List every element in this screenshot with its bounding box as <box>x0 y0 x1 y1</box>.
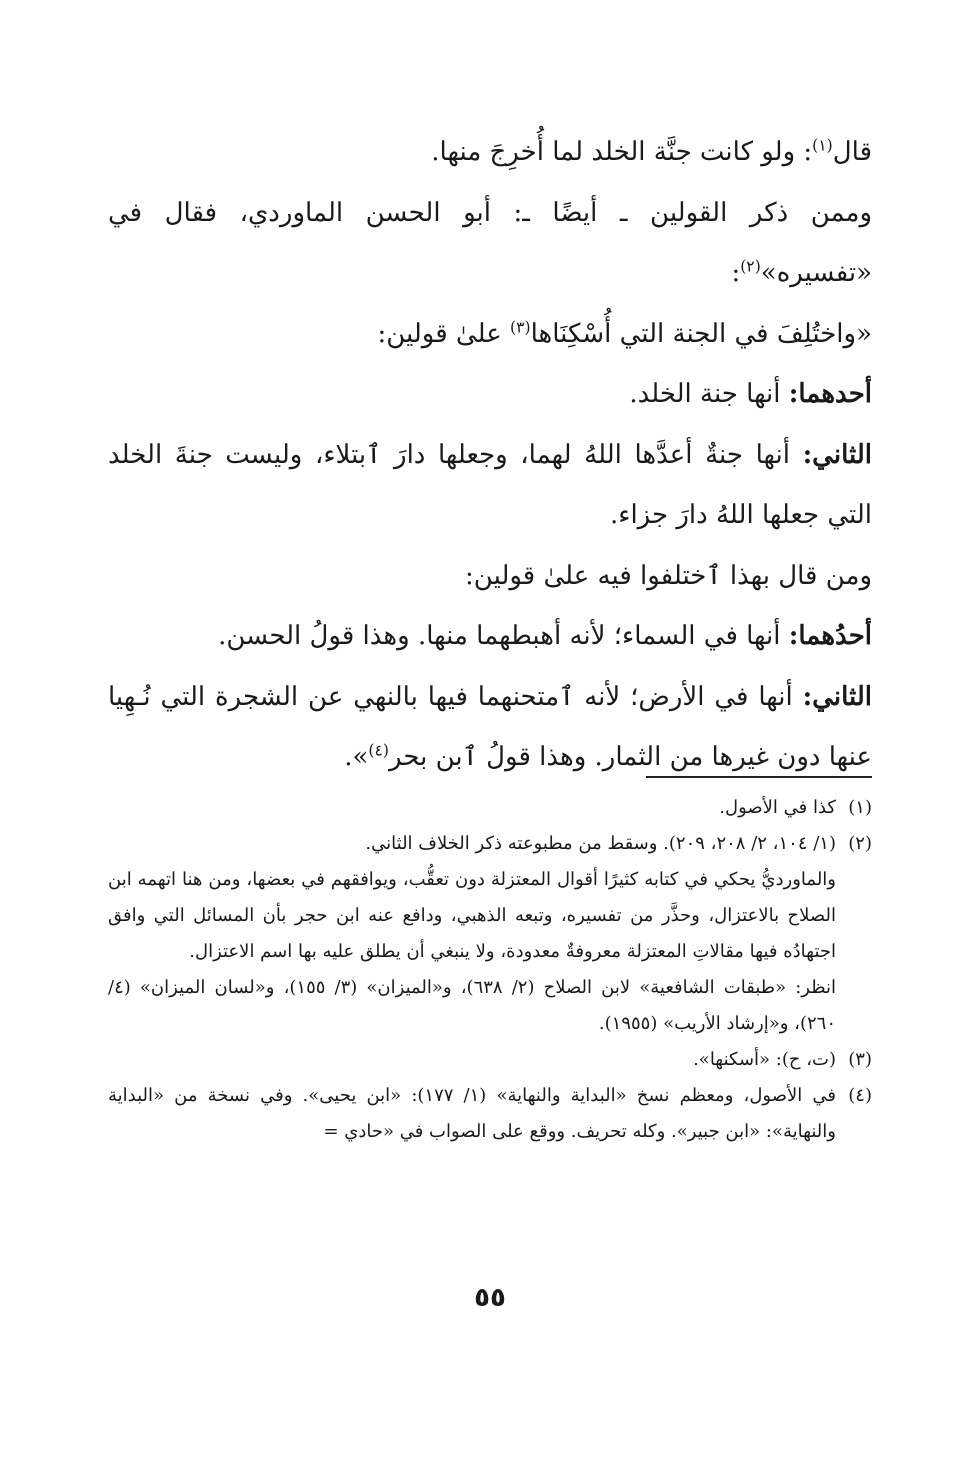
paragraph: أحدهما: أنها جنة الخلد. <box>629 379 872 409</box>
paragraph: أحدُهما: أنها في السماء؛ لأنه أهبطهما منها. وهذا قولُ الحسن. <box>218 621 872 651</box>
paragraph: ومن قال بهذا ٱختلفوا فيه علىٰ قولين: <box>465 560 872 591</box>
footnote-ref: (٤) <box>368 741 389 760</box>
footnote-4: (٤) في الأصول، ومعظم نسخ «البداية والنهاية» (١/ ١٧٧): «ابن يحيى». وفي نسخة من «البداية والنهاية»: «ابن جبير». وكله تحريف. ووقع على الصواب في «حادي = <box>108 1078 872 1150</box>
main-text <box>108 122 872 788</box>
footnotes <box>108 790 872 1150</box>
paragraph: الثاني: أنها جنةٌ أعدَّها اللهُ لهما، وجعلها دارَ ٱبتلاء، وليست جنةَ الخلد التي جعلها اللهُ دارَ جزاء. <box>108 439 872 530</box>
footnote-1: (١) كذا في الأصول. <box>108 790 872 826</box>
footnote-separator <box>646 776 872 778</box>
footnote-ref: (٣) <box>509 317 531 336</box>
page-number: ٥٥ <box>474 1283 506 1313</box>
paragraph: الثاني: أنها في الأرض؛ لأنه ٱمتحنهما فيها بالنهي عن الشجرة التي نُـهِيا عنها دون غيرها من الثمار. وهذا قولُ ٱبن بحر$^{(٤)}$». <box>108 681 872 772</box>
paragraph: وممن ذكر القولين ـ أيضًا ـ: أبو الحسن الماوردي، فقال في «تفسيره»$^{(٢)}$: <box>108 197 872 288</box>
footnote-ref: (١) <box>812 136 833 155</box>
footnote-number: (٤) <box>848 1085 872 1106</box>
paragraph: «واختُلِفَ في الجنة التي أُسْكِنَاها$^{(٣)}$ علىٰ قولين: <box>377 317 872 349</box>
footnote-ref: (٢) <box>740 257 761 276</box>
footnote-3: (٣) (ت، ح): «أسكنها». <box>108 1042 872 1078</box>
paragraph-label: أحدُهما: <box>788 621 872 651</box>
paragraph-label: الثاني: <box>802 439 872 470</box>
paragraph: قال$^{(١)}$: ولو كانت جنَّة الخلد لما أُخرِجَ منها. <box>431 136 872 167</box>
footnote-number: (٣) <box>848 1049 872 1070</box>
footnote-number: (١) <box>848 797 872 818</box>
footnote-2: (٢) (١/ ١٠٤، ٢/ ٢٠٨، ٢٠٩). وسقط من مطبوعته ذكر الخلاف الثاني. والماورديُّ يحكي في كتابه كثيرًا أقوال المعتزلة دون تعقُّب، ويوافقهم في بعضها، ومن هنا اتهمه ابن الصلاح بالاعتزال، وحذَّر من تفسيره، وتبعه الذهبي، ودافع عنه ابن حجر بأن المسائل التي وافق اجتهادُه فيها مقالاتِ المعتزلة معروفةٌ معدودة، ولا ينبغي أن يطلق عليه بها اسم الاعتزال. انظر: «طبقات الشافعية» لابن الصلاح (٢/ ٦٣٨)، و«الميزان» (٣/ ١٥٥)، و«لسان الميزان» (٤/ ٢٦٠)، و«إرشاد الأريب» (١٩٥٥). <box>108 826 872 1042</box>
paragraph-label: أحدهما: <box>788 379 872 409</box>
paragraph-label: الثاني: <box>802 681 872 712</box>
footnote-number: (٢) <box>848 833 872 854</box>
